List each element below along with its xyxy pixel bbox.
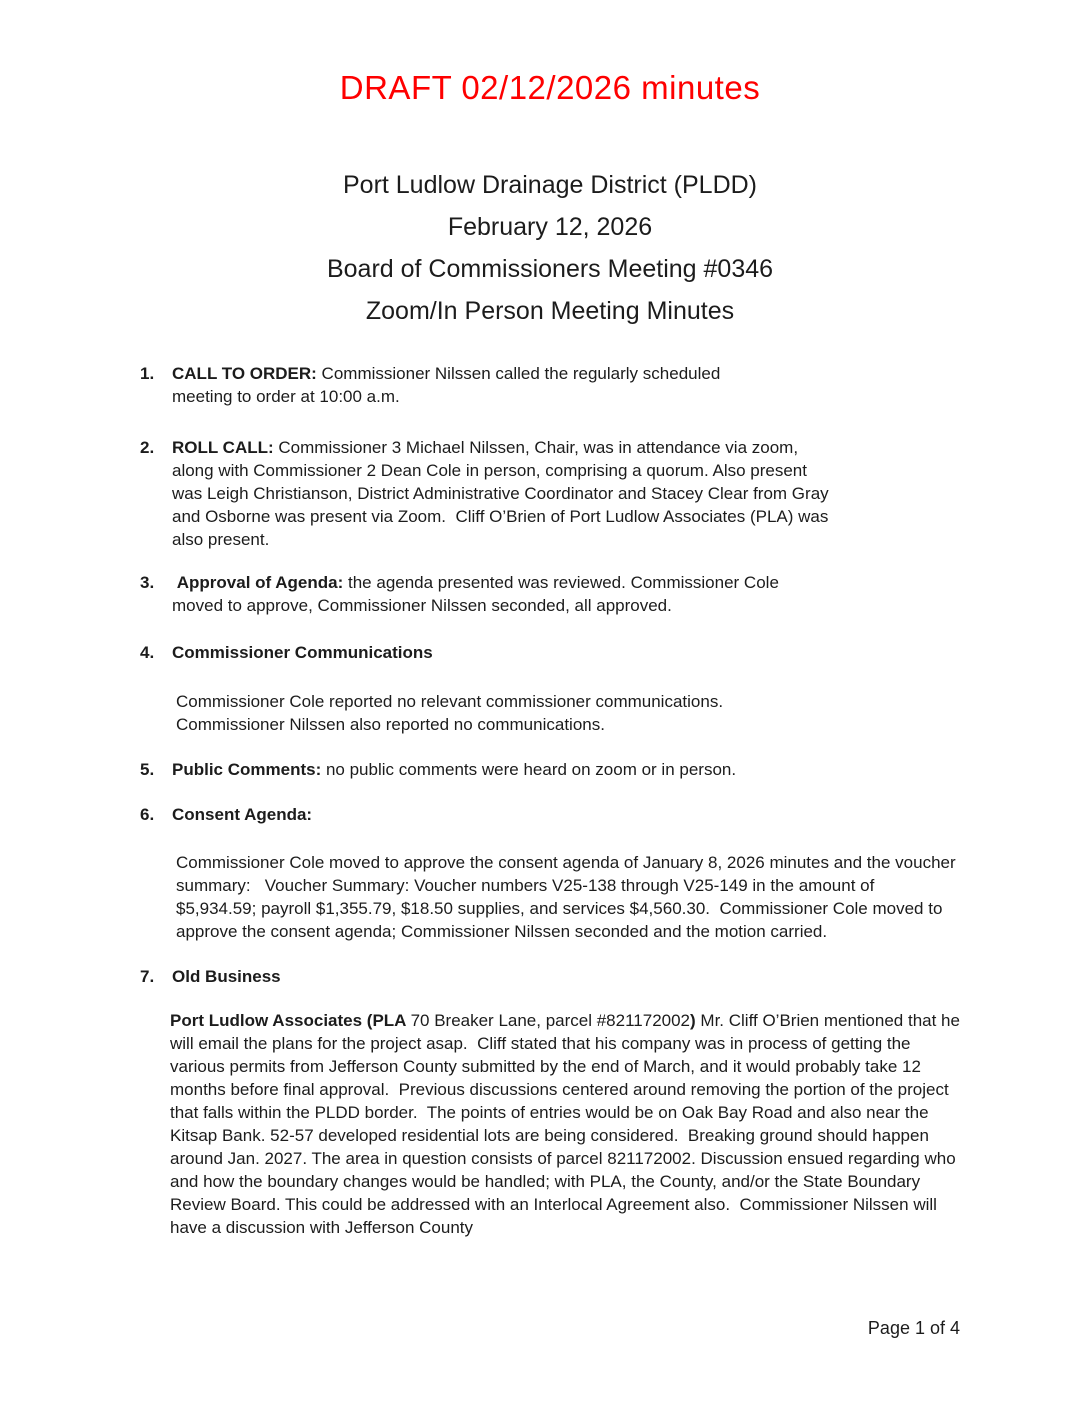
page-number-label: Page 1 of 4: [867, 1318, 960, 1338]
item-number: 4.: [140, 643, 155, 662]
old-business-bold-lead: Port Ludlow Associates (PLA: [170, 1011, 411, 1030]
document-header: [140, 164, 960, 332]
agenda-item-old-business: [140, 965, 960, 988]
item-body-text: the agenda presented was reviewed. Commissioner Cole moved to approve, Commissioner Nilssen seconded, all approved.: [172, 573, 784, 615]
agenda-item-roll-call: [140, 436, 835, 551]
draft-title: DRAFT 02/12/2026 minutes: [339, 69, 761, 106]
item-lead: Commissioner Communications: [172, 643, 433, 662]
agenda-item-public-comments: [140, 758, 840, 781]
item-number: 5.: [140, 760, 155, 779]
header-line-district: Port Ludlow Drainage District (PLDD): [342, 171, 758, 199]
item-lead: ROLL CALL:: [172, 438, 274, 457]
item-number: 7.: [140, 967, 155, 986]
item-number: 2.: [140, 438, 155, 457]
old-business-address: 70 Breaker Lane, parcel #821172002: [410, 1011, 691, 1030]
item-lead: CALL TO ORDER:: [172, 364, 317, 383]
old-business-paragraph: [170, 1009, 965, 1239]
item-text: [172, 436, 835, 551]
item-text: [172, 641, 433, 664]
agenda-item-commissioner-communications: [140, 641, 960, 664]
agenda-item-call-to-order: [140, 362, 785, 408]
item-text: [172, 758, 736, 781]
item-text: [172, 965, 281, 988]
header-line-date: February 12, 2026: [447, 213, 653, 241]
item-body-text: no public comments were heard on zoom or in person.: [321, 760, 737, 779]
consent-agenda-paragraph: Commissioner Cole moved to approve the consent agenda of January 8, 2026 minutes and the voucher summary: Voucher Summary: Voucher numbers V25-138 through V25-149 in the amount of $5,934.59; payroll $1,355.79, $18.50 supplies, and services $4,560.30. Commissioner Cole moved to approve the consent agenda; Commissioner Nilssen seconded and the motion carried.: [176, 853, 961, 941]
old-business-text: Mr. Cliff O’Brien mentioned that he will email the plans for the project asap. Cliff stated that his company was in process of getting the various permits from Jefferson County submitted by the end of March, and it would probably take 12 months before final approval. Previous discussions centered around removing the portion of the project that falls within the PLDD border. The points of entries would be on Oak Bay Road and also near the Kitsap Bank. 52-57 developed residential lots are being considered. Breaking ground should happen around Jan. 2027. The area in question consists of parcel 821172002. Discussion ensued regarding who and how the boundary changes would be handled; with PLA, the County, and/or the State Boundary Review Board. This could be addressed with an Interlocal Agreement also. Commissioner Nilssen will have a discussion with Jefferson County: [170, 1011, 965, 1237]
item-number: 3.: [140, 573, 155, 592]
item-number: 1.: [140, 364, 155, 383]
item-lead: Public Comments:: [172, 760, 322, 779]
item-lead: Consent Agenda:: [172, 805, 313, 824]
item-body-text: Commissioner 3 Michael Nilssen, Chair, was in attendance via zoom, along with Commissioner 2 Dean Cole in person, comprising a quorum. Also present was Leigh Christianson, District Administrative Coordinator and Stacey Clear from Gray and Osborne was present via Zoom. Cliff O’Brien of Port Ludlow Associates (PLA) was also present.: [172, 438, 834, 549]
header-line-format: Zoom/In Person Meeting Minutes: [365, 297, 735, 325]
header-line-meeting: Board of Commissioners Meeting #0346: [326, 255, 774, 283]
item-body-text: Commissioner Nilssen called the regularly scheduled meeting to order at 10:00 a.m.: [172, 364, 726, 406]
old-business-bold-close: ): [690, 1011, 701, 1030]
item-text: [172, 571, 805, 617]
agenda-item-consent-agenda: [140, 803, 960, 826]
communications-paragraph: Commissioner Cole reported no relevant commissioner communications. Commissioner Nilssen also reported no communications.: [176, 692, 728, 734]
agenda-item-approval-of-agenda: [140, 571, 805, 617]
item-number: 6.: [140, 805, 155, 824]
item-text: [172, 362, 785, 408]
item-lead: Approval of Agenda:: [172, 573, 344, 592]
agenda-items: [140, 362, 965, 1239]
item-lead: Old Business: [172, 967, 281, 986]
item-text: [172, 803, 312, 826]
